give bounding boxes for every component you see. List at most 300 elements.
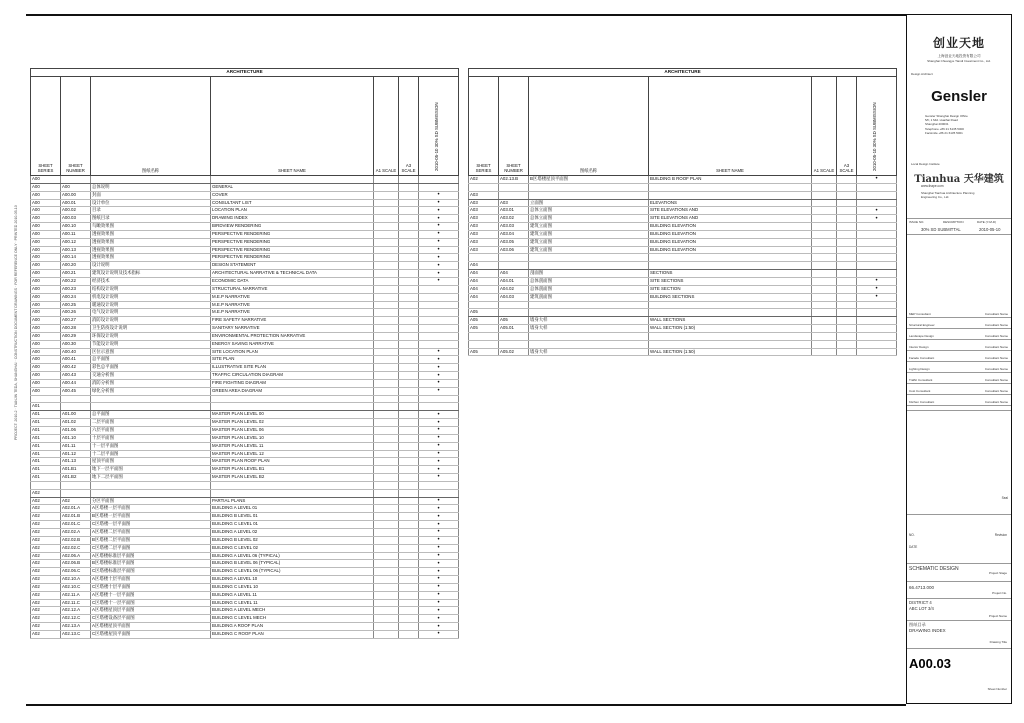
table-row xyxy=(31,403,459,411)
cell-sheet-number: A00.41 xyxy=(61,356,91,364)
cell-sheet-number: A05.01 xyxy=(499,325,529,333)
cell-chinese-name: 建筑立面图 xyxy=(529,246,649,254)
cell-sheet-number: A00.44 xyxy=(61,379,91,387)
cell-a1-scale xyxy=(374,607,399,615)
cell-a1-scale xyxy=(374,246,399,254)
cell-chinese-name: 十二层平面图 xyxy=(91,450,211,458)
consultant-role: Traffic Consultant xyxy=(909,378,933,382)
empty-cell xyxy=(812,340,837,348)
cell-a1-scale xyxy=(374,238,399,246)
cell-submission-mark: • xyxy=(419,270,459,278)
cell-chinese-name: C区塔楼十层平面图 xyxy=(91,583,211,591)
consultant-name: Consultant Name xyxy=(984,356,1008,360)
cell-submission-mark: • xyxy=(419,238,459,246)
cell-a1-scale xyxy=(812,246,837,254)
cell-a1-scale xyxy=(374,207,399,215)
cell-submission-mark: • xyxy=(419,348,459,356)
table-row xyxy=(31,623,459,631)
top-border-rule xyxy=(26,14,906,16)
cell-submission-mark: • xyxy=(419,583,459,591)
cell-sheet-number: A02.06.B xyxy=(61,560,91,568)
cell-a1-scale xyxy=(374,317,399,325)
cell-submission-mark: • xyxy=(419,246,459,254)
cell-a3-scale xyxy=(399,630,419,638)
cell-sheet-series: A03 xyxy=(469,230,499,238)
cell-chinese-name: 彩色总平面图 xyxy=(91,364,211,372)
cell-a3-scale xyxy=(399,285,419,293)
empty-cell xyxy=(469,301,499,309)
address-line: Telephone +86 21 6135 5000 xyxy=(925,126,964,131)
cell-sheet-series: A00 xyxy=(31,199,61,207)
cell-sheet-name: WALL SECTIONS xyxy=(649,317,812,325)
cell-sheet-number: A00.02 xyxy=(61,207,91,215)
left-table-body xyxy=(31,176,459,639)
header-a3-scale: A3 SCALE xyxy=(399,77,419,176)
cell-chinese-name: C区塔楼设备层平面图 xyxy=(91,615,211,623)
cell-chinese-name: 总体立面图 xyxy=(529,207,649,215)
table-row xyxy=(31,607,459,615)
consultant-divider xyxy=(907,383,1011,384)
table-row xyxy=(31,450,459,458)
empty-cell xyxy=(857,340,897,348)
empty-cell xyxy=(649,332,812,340)
cell-a1-scale xyxy=(812,262,837,270)
cell-submission-mark: • xyxy=(857,277,897,285)
table-row xyxy=(31,591,459,599)
cell-chinese-name: A区塔楼十层平面图 xyxy=(91,576,211,584)
cell-a1-scale xyxy=(374,474,399,482)
cell-sheet-number: A00.42 xyxy=(61,364,91,372)
cell-a1-scale xyxy=(374,497,399,505)
cell-sheet-series: A03 xyxy=(469,246,499,254)
cell-a1-scale xyxy=(374,199,399,207)
cell-sheet-series: A01 xyxy=(31,419,61,427)
cell-sheet-series: A00 xyxy=(31,301,61,309)
cell-submission-mark: • xyxy=(419,591,459,599)
project-number: 66.4713.000 xyxy=(909,585,935,590)
cell-a1-scale xyxy=(374,223,399,231)
table-row xyxy=(31,317,459,325)
cell-submission-mark: • xyxy=(419,215,459,223)
cell-a3-scale xyxy=(399,230,419,238)
cell-sheet-series: A05 xyxy=(469,348,499,356)
cell-sheet-name: MASTER PLAN ROOF PLAN xyxy=(211,458,374,466)
cell-chinese-name: 区位示意图 xyxy=(91,348,211,356)
table-spacer-row xyxy=(469,340,897,348)
table-spacer-row xyxy=(469,254,897,262)
cell-chinese-name: 经济技术 xyxy=(91,277,211,285)
cell-sheet-number: A04 xyxy=(499,270,529,278)
cell-sheet-series: A02 xyxy=(31,599,61,607)
cell-sheet-name: ARCHITECTURAL NARRATIVE & TECHNICAL DATA xyxy=(211,270,374,278)
header-submission xyxy=(857,77,897,176)
cell-a1-scale xyxy=(374,560,399,568)
cell-sheet-name: ENERGY SAVING NARRATIVE xyxy=(211,340,374,348)
cell-submission-mark: • xyxy=(419,497,459,505)
cell-sheet-name: M.E.P NARRATIVE xyxy=(211,301,374,309)
cell-a3-scale xyxy=(399,623,419,631)
cell-chinese-name: 墙身大样 xyxy=(529,325,649,333)
table-row xyxy=(31,277,459,285)
cell-sheet-name: BUILDING C LEVEL 11 xyxy=(211,599,374,607)
cell-sheet-name: SITE ELEVATIONS AND xyxy=(649,215,812,223)
cell-a1-scale xyxy=(374,591,399,599)
cell-a1-scale xyxy=(374,309,399,317)
cell-chinese-name: B区塔楼屋顶平面图 xyxy=(529,176,649,184)
table-row xyxy=(469,293,897,301)
cell-chinese-name: 机电设计说明 xyxy=(91,293,211,301)
cell-sheet-series: A00 xyxy=(31,246,61,254)
cell-chinese-name xyxy=(529,191,649,199)
cell-chinese-name: A区塔楼屋顶平面图 xyxy=(91,623,211,631)
cell-a3-scale xyxy=(399,340,419,348)
cell-sheet-series: A02 xyxy=(31,583,61,591)
cell-a3-scale xyxy=(399,450,419,458)
cell-sheet-number: A04.02 xyxy=(499,285,529,293)
sheet-number-label: Sheet Number xyxy=(987,687,1007,691)
table-row xyxy=(31,576,459,584)
cell-sheet-number: A03.05 xyxy=(499,238,529,246)
cell-chinese-name xyxy=(91,176,211,184)
cell-a1-scale xyxy=(374,434,399,442)
cell-sheet-name: FIRE FIGHTING DIAGRAM xyxy=(211,379,374,387)
cell-sheet-series: A02 xyxy=(31,615,61,623)
cell-a1-scale xyxy=(374,301,399,309)
cell-sheet-number: A00.43 xyxy=(61,372,91,380)
cell-a3-scale xyxy=(399,552,419,560)
consultant-role: MEP Consultant xyxy=(909,312,931,316)
project-stage: SCHEMATIC DESIGN xyxy=(909,566,959,572)
cell-sheet-number: A02.01.B xyxy=(61,513,91,521)
cell-sheet-series: A03 xyxy=(469,215,499,223)
project-stage-label: Project Stage xyxy=(988,571,1007,575)
cell-sheet-number: A02 xyxy=(61,497,91,505)
cell-submission-mark: • xyxy=(419,458,459,466)
cell-submission-mark xyxy=(857,199,897,207)
cell-sheet-number: A03.01 xyxy=(499,207,529,215)
cell-a1-scale xyxy=(812,238,837,246)
phase: DISTRICT 4 xyxy=(909,600,932,605)
cell-a3-scale xyxy=(399,442,419,450)
cell-submission-mark: • xyxy=(419,568,459,576)
cell-sheet-number: A00 xyxy=(61,183,91,191)
empty-cell xyxy=(91,481,211,489)
cell-chinese-name: B区塔楼二层平面图 xyxy=(91,536,211,544)
cell-sheet-series: A03 xyxy=(469,223,499,231)
cell-sheet-number: A00.29 xyxy=(61,332,91,340)
consultant-name: Consultant Name xyxy=(984,378,1008,382)
submission-label: 2010-05-10 30% SD SUBMISSION xyxy=(871,102,877,171)
project-number-label: Project No. xyxy=(992,591,1007,595)
cell-sheet-series: A04 xyxy=(469,293,499,301)
cell-sheet-name: MASTER PLAN LEVEL 12 xyxy=(211,450,374,458)
empty-cell xyxy=(61,481,91,489)
cell-sheet-number: A00.27 xyxy=(61,317,91,325)
cell-a1-scale xyxy=(374,332,399,340)
cell-submission-mark xyxy=(857,223,897,231)
cell-sheet-number: A00.24 xyxy=(61,293,91,301)
cell-a3-scale xyxy=(399,215,419,223)
cell-sheet-number: A00.03 xyxy=(61,215,91,223)
empty-cell xyxy=(857,332,897,340)
cell-a1-scale xyxy=(374,450,399,458)
consultant-divider xyxy=(907,372,1011,373)
right-table-body xyxy=(469,176,897,356)
cell-a3-scale xyxy=(837,285,857,293)
cell-a1-scale xyxy=(374,427,399,435)
cell-submission-mark: • xyxy=(419,364,459,372)
table-row xyxy=(31,513,459,521)
cell-submission-mark: • xyxy=(419,450,459,458)
cell-chinese-name: 设计说明 xyxy=(91,262,211,270)
cell-sheet-series: A04 xyxy=(469,285,499,293)
issue-date-value: 2010-05-10 xyxy=(979,227,1001,232)
empty-cell xyxy=(31,481,61,489)
cell-sheet-series: A03 xyxy=(469,238,499,246)
header-sheet-series: SHEET SERIES xyxy=(31,77,61,176)
cell-chinese-name: 二层平面图 xyxy=(91,419,211,427)
cell-sheet-series: A00 xyxy=(31,317,61,325)
table-row xyxy=(469,246,897,254)
cell-sheet-number: A01.10 xyxy=(61,434,91,442)
cell-sheet-name: BUILDING A LEVEL 06 (TYPICAL) xyxy=(211,552,374,560)
cell-sheet-name: DRAWING INDEX xyxy=(211,215,374,223)
cell-a3-scale xyxy=(399,607,419,615)
cell-a3-scale xyxy=(399,474,419,482)
local-architect-label: Local Design Institute xyxy=(911,162,940,166)
cell-sheet-series: A00 xyxy=(31,277,61,285)
cell-a1-scale xyxy=(374,215,399,223)
cell-a1-scale xyxy=(374,403,399,411)
cell-submission-mark xyxy=(419,293,459,301)
cell-a3-scale xyxy=(399,270,419,278)
cell-sheet-name: BUILDING ELEVATION xyxy=(649,246,812,254)
header-sheet-name: SHEET NAME xyxy=(649,77,812,176)
cell-sheet-name: MASTER PLAN LEVEL B1 xyxy=(211,466,374,474)
cell-sheet-number: A03.02 xyxy=(499,215,529,223)
issue-label: ISSUE NO. xyxy=(909,220,925,224)
cell-a1-scale xyxy=(812,270,837,278)
cell-chinese-name: 目录 xyxy=(91,207,211,215)
empty-cell xyxy=(529,254,649,262)
cell-submission-mark xyxy=(857,317,897,325)
cell-sheet-series: A01 xyxy=(31,474,61,482)
table-row xyxy=(31,630,459,638)
cell-submission-mark xyxy=(857,238,897,246)
cell-sheet-name: ENVIRONMENTAL PROTECTION NARRATIVE xyxy=(211,332,374,340)
cell-a3-scale xyxy=(399,560,419,568)
cell-submission-mark: • xyxy=(419,223,459,231)
cell-sheet-name: BUILDING C LEVEL 06 (TYPICAL) xyxy=(211,568,374,576)
sheet-number: A00.03 xyxy=(909,656,951,671)
table-row xyxy=(31,583,459,591)
table-row xyxy=(31,340,459,348)
cell-sheet-number: A01.B2 xyxy=(61,474,91,482)
cell-a3-scale xyxy=(399,466,419,474)
cell-a1-scale xyxy=(374,536,399,544)
cell-a1-scale xyxy=(374,623,399,631)
cell-chinese-name: C区塔楼十一层平面图 xyxy=(91,599,211,607)
cell-a3-scale xyxy=(399,348,419,356)
cell-a1-scale xyxy=(374,277,399,285)
cell-chinese-name: 地下二层平面图 xyxy=(91,474,211,482)
cell-chinese-name: 建筑立面图 xyxy=(529,223,649,231)
client-logo xyxy=(907,34,1011,63)
cell-sheet-number: A00.10 xyxy=(61,223,91,231)
consultant-divider xyxy=(907,350,1011,351)
cell-sheet-series: A00 xyxy=(31,254,61,262)
consultant-name: Consultant Name xyxy=(984,334,1008,338)
table-row xyxy=(31,332,459,340)
cell-a1-scale xyxy=(374,583,399,591)
cell-sheet-name: MASTER PLAN LEVEL 11 xyxy=(211,442,374,450)
header-sheet-name: SHEET NAME xyxy=(211,77,374,176)
cell-a1-scale xyxy=(374,254,399,262)
cell-sheet-number: A05.02 xyxy=(499,348,529,356)
cell-sheet-name: M.E.P NARRATIVE xyxy=(211,293,374,301)
cell-a1-scale xyxy=(374,458,399,466)
cell-sheet-number: A02.06.A xyxy=(61,552,91,560)
cell-chinese-name: A区塔楼十一层平面图 xyxy=(91,591,211,599)
cell-sheet-number: A01.13 xyxy=(61,458,91,466)
table-row xyxy=(469,207,897,215)
cell-submission-mark xyxy=(419,317,459,325)
left-drawing-index-table xyxy=(30,68,459,639)
empty-cell xyxy=(61,395,91,403)
cell-a1-scale xyxy=(812,309,837,317)
cell-sheet-number: A05 xyxy=(499,317,529,325)
cell-a3-scale xyxy=(399,364,419,372)
cell-sheet-name: SITE ELEVATIONS AND xyxy=(649,207,812,215)
cell-chinese-name: 总体剖面图 xyxy=(529,285,649,293)
cell-a1-scale xyxy=(374,630,399,638)
empty-cell xyxy=(529,340,649,348)
cell-chinese-name: 屋顶平面图 xyxy=(91,458,211,466)
cell-a3-scale xyxy=(837,262,857,270)
cell-sheet-series: A03 xyxy=(469,191,499,199)
cell-submission-mark xyxy=(857,270,897,278)
cell-submission-mark: • xyxy=(857,285,897,293)
cell-sheet-name xyxy=(211,176,374,184)
cell-sheet-series: A05 xyxy=(469,317,499,325)
cell-a1-scale xyxy=(374,372,399,380)
cell-sheet-name: PERSPECTIVE RENDERING xyxy=(211,238,374,246)
cell-sheet-name: GREEN AREA DIAGRAM xyxy=(211,387,374,395)
cell-a1-scale xyxy=(812,215,837,223)
empty-cell xyxy=(499,332,529,340)
cell-chinese-name: 透视效果图 xyxy=(91,238,211,246)
table-row xyxy=(31,199,459,207)
cell-a3-scale xyxy=(399,568,419,576)
cell-sheet-number: A00.25 xyxy=(61,301,91,309)
cell-submission-mark xyxy=(857,262,897,270)
empty-cell xyxy=(857,301,897,309)
empty-cell xyxy=(499,340,529,348)
cell-sheet-series: A02 xyxy=(31,591,61,599)
empty-cell xyxy=(812,332,837,340)
empty-cell xyxy=(419,395,459,403)
cell-sheet-number: A00.00 xyxy=(61,191,91,199)
cell-a3-scale xyxy=(399,544,419,552)
cell-a3-scale xyxy=(399,379,419,387)
cell-chinese-name: 建筑剖面图 xyxy=(529,293,649,301)
table-row xyxy=(31,419,459,427)
table-row xyxy=(31,191,459,199)
cell-a3-scale xyxy=(399,309,419,317)
cell-a1-scale xyxy=(374,230,399,238)
revision-no-label: NO. xyxy=(909,533,915,537)
cell-sheet-number xyxy=(61,403,91,411)
cell-sheet-name: ILLUSTRATIVE SITE PLAN xyxy=(211,364,374,372)
cell-sheet-series: A00 xyxy=(31,191,61,199)
cell-chinese-name: 总体剖面图 xyxy=(529,277,649,285)
cell-submission-mark: • xyxy=(419,623,459,631)
cell-submission-mark: • xyxy=(419,521,459,529)
cell-sheet-name: PERSPECTIVE RENDERING xyxy=(211,254,374,262)
seal-label: Seal xyxy=(1001,496,1008,500)
cell-a1-scale xyxy=(812,348,837,356)
consultant-divider xyxy=(907,317,1011,318)
cell-chinese-name: 图纸目录 xyxy=(91,215,211,223)
cell-sheet-number: A00.20 xyxy=(61,262,91,270)
cell-sheet-series: A01 xyxy=(31,411,61,419)
table-row xyxy=(469,223,897,231)
cell-sheet-name xyxy=(649,262,812,270)
cell-sheet-name: MASTER PLAN LEVEL 06 xyxy=(211,427,374,435)
cell-a3-scale xyxy=(399,356,419,364)
empty-cell xyxy=(837,301,857,309)
cell-sheet-name: DESIGN STATEMENT xyxy=(211,262,374,270)
cell-sheet-name: BUILDING ELEVATION xyxy=(649,238,812,246)
cell-sheet-name: SANITARY NARRATIVE xyxy=(211,325,374,333)
submission-label: 2010-05-10 30% SD SUBMISSION xyxy=(433,102,439,171)
cell-submission-mark: • xyxy=(419,191,459,199)
consultant-role: Landscape Design xyxy=(909,334,934,338)
cell-submission-mark: • xyxy=(419,387,459,395)
cell-submission-mark: • xyxy=(419,411,459,419)
cell-sheet-number: A00.28 xyxy=(61,325,91,333)
cell-submission-mark: • xyxy=(419,434,459,442)
cell-sheet-series: A00 xyxy=(31,379,61,387)
empty-cell xyxy=(469,254,499,262)
address-line: Engineering Co., Ltd. xyxy=(921,195,950,200)
cell-a3-scale xyxy=(399,183,419,191)
cell-chinese-name: B区塔楼标准层平面图 xyxy=(91,560,211,568)
cell-chinese-name: 设计单位 xyxy=(91,199,211,207)
cell-sheet-name: PARTIAL PLANS xyxy=(211,497,374,505)
cell-a3-scale xyxy=(399,301,419,309)
cell-sheet-number: A01.02 xyxy=(61,419,91,427)
cell-sheet-series: A00 xyxy=(31,364,61,372)
table-row xyxy=(31,458,459,466)
table-row xyxy=(31,434,459,442)
cell-sheet-name: MASTER PLAN LEVEL 00 xyxy=(211,411,374,419)
cell-sheet-series: A02 xyxy=(31,505,61,513)
table-row xyxy=(31,238,459,246)
consultant-name: Consultant Name xyxy=(984,367,1008,371)
cell-a1-scale xyxy=(812,277,837,285)
cell-a3-scale xyxy=(837,317,857,325)
table-row xyxy=(31,325,459,333)
consultant-divider xyxy=(907,339,1011,340)
cell-sheet-series: A04 xyxy=(469,277,499,285)
table-row xyxy=(469,176,897,184)
cell-sheet-series: A04 xyxy=(469,270,499,278)
issue-date-label: DATE (Y-M-D) xyxy=(977,220,996,224)
table-row xyxy=(31,489,459,497)
cell-a3-scale xyxy=(399,615,419,623)
consultant-name: Consultant Name xyxy=(984,400,1008,404)
